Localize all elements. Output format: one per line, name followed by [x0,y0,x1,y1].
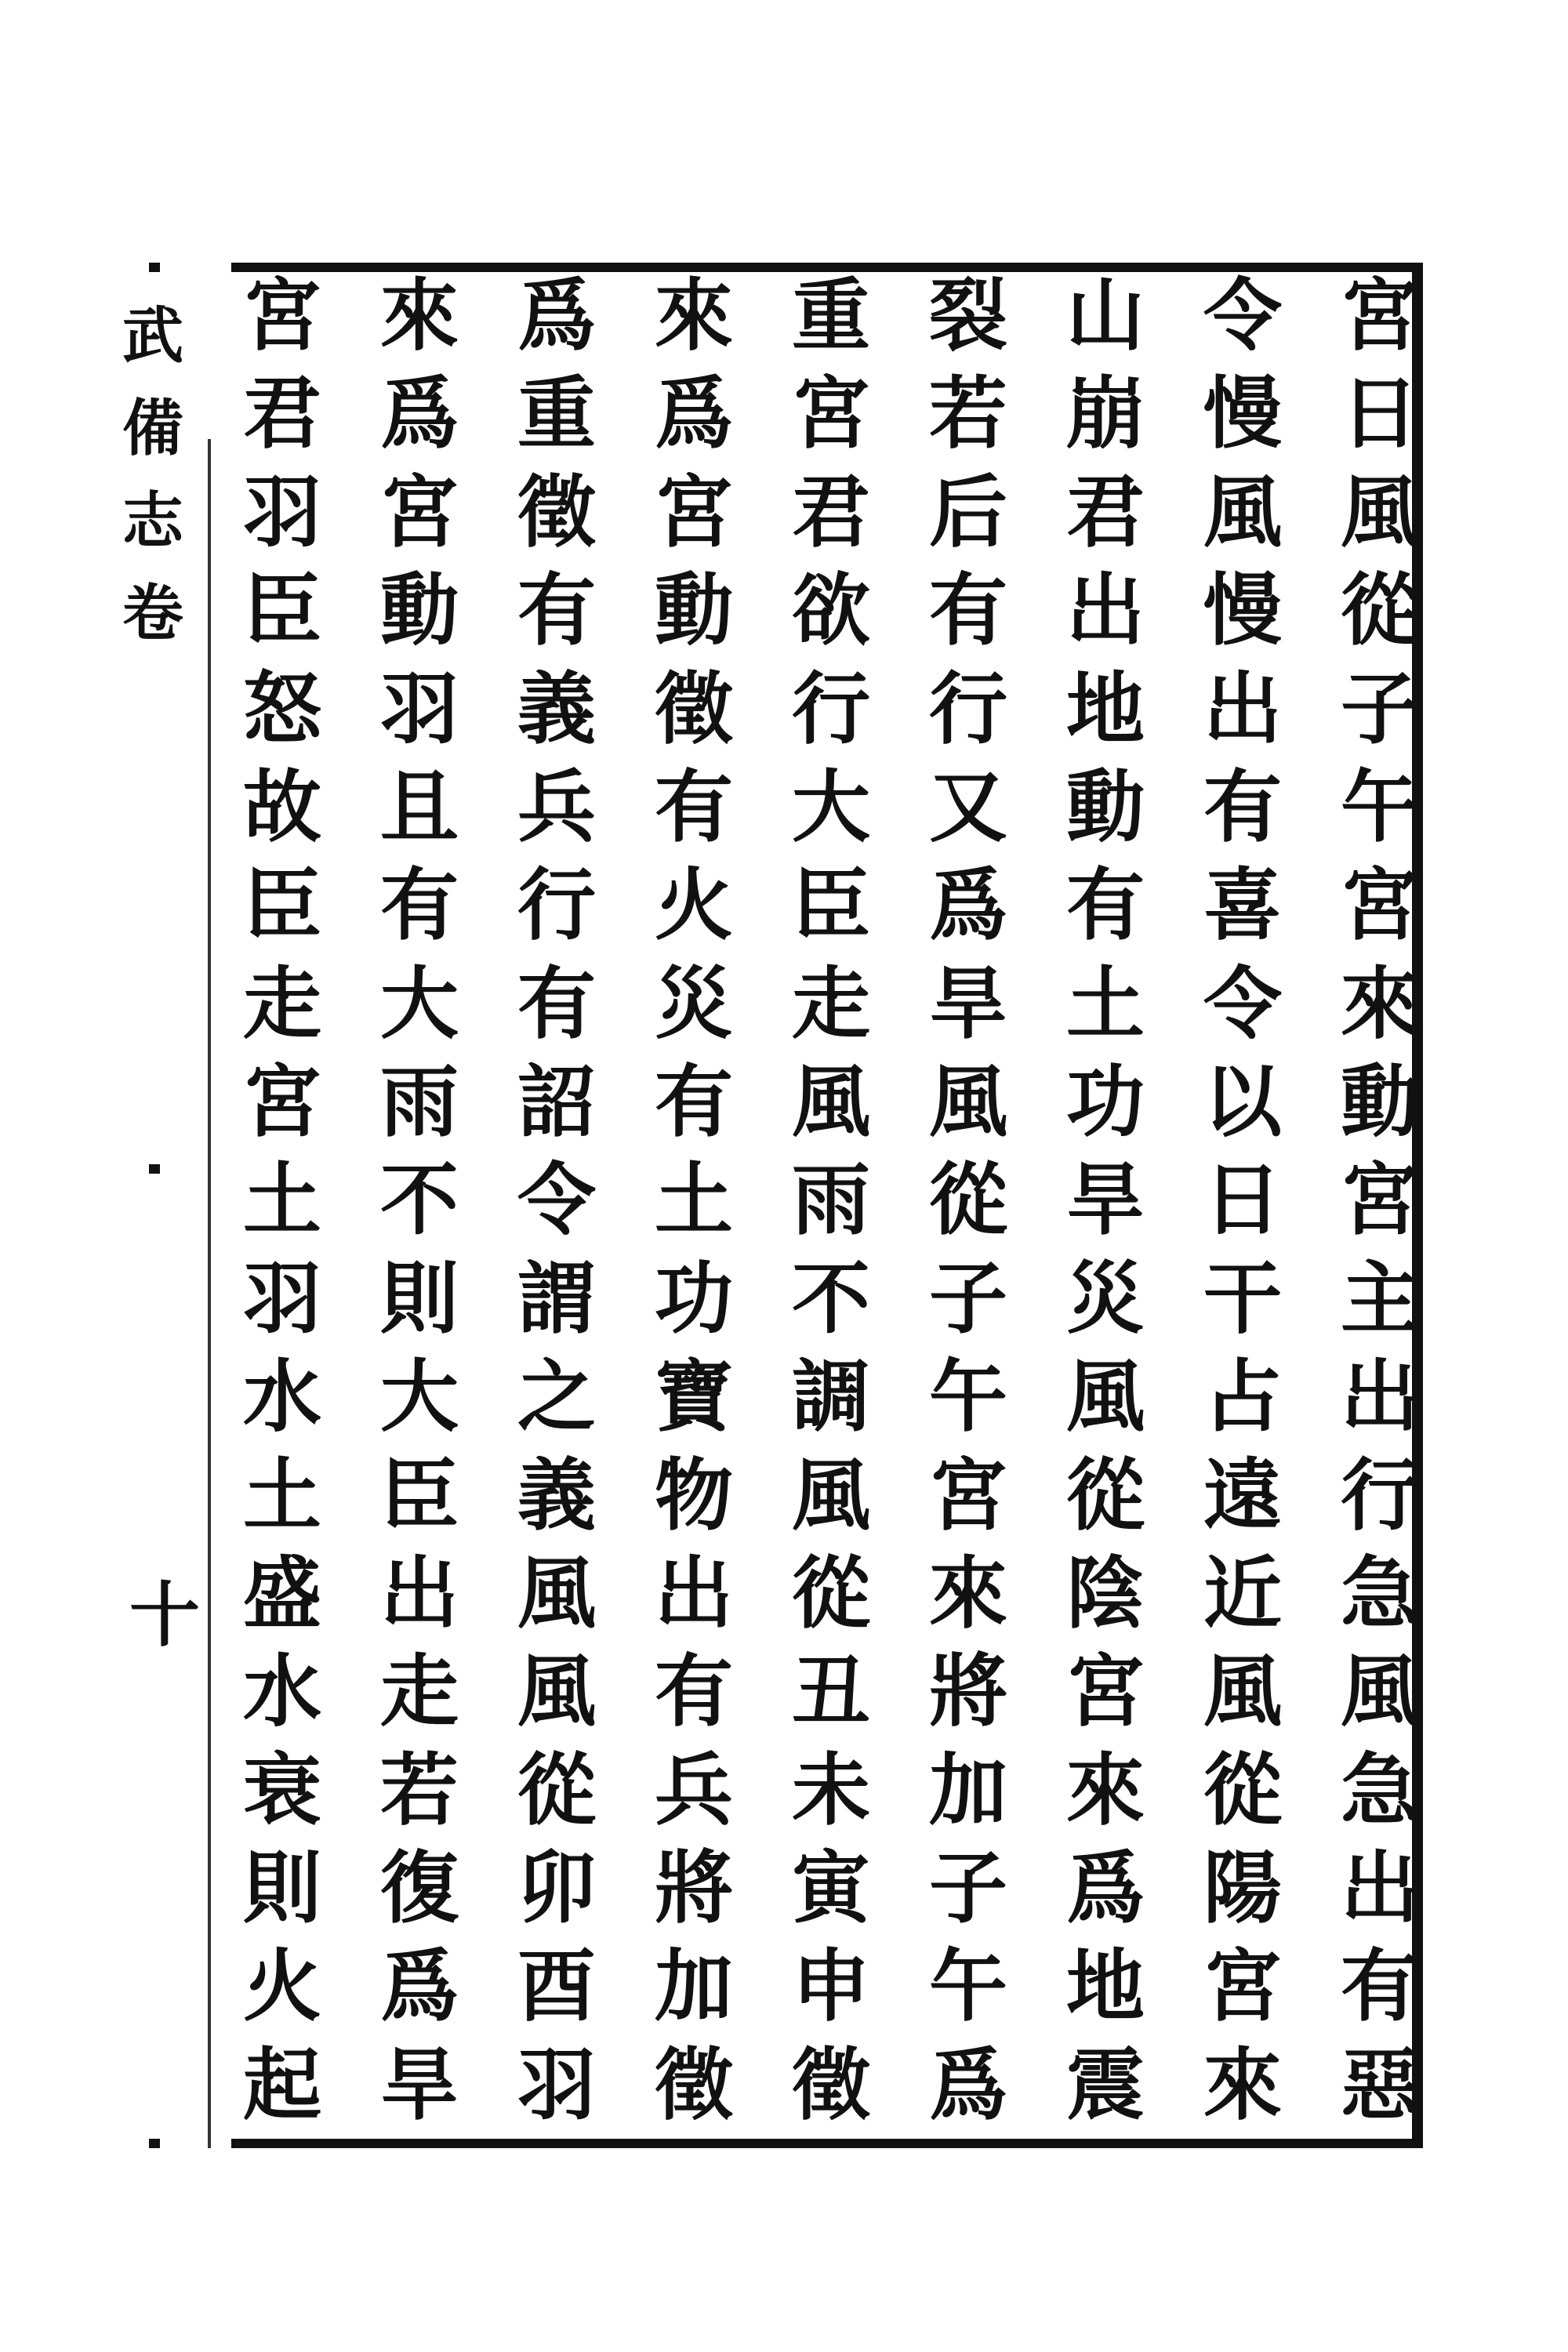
glyph: 宮 [243,1055,321,1148]
glyph: 宮 [243,269,321,361]
glyph: 令 [1203,956,1282,1050]
glyph: 調 [792,1350,870,1443]
glyph: 有 [1341,1940,1419,2033]
glyph: 火 [243,1940,321,2033]
glyph: 兵 [655,1743,733,1836]
glyph: 子 [929,1251,1007,1345]
glyph: 君 [1066,465,1145,558]
glyph: 寅 [792,1842,870,1934]
glyph: 衰 [243,1743,321,1836]
glyph: 后 [929,465,1007,558]
glyph: 子 [1341,662,1419,755]
glyph: 酉 [517,1940,596,2033]
margin-char-2: 備 [122,393,183,464]
glyph: 喜 [1203,858,1282,952]
glyph: 走 [792,956,870,1050]
glyph: 旱 [1066,1153,1145,1247]
glyph: 有 [517,564,596,657]
glyph: 羽 [243,1251,321,1345]
glyph: 火 [655,858,733,952]
glyph: 災 [655,956,733,1050]
glyph: 干 [1203,1251,1282,1345]
glyph: 走 [243,956,321,1050]
text-column-3 [1058,269,1152,2138]
glyph: 從 [1341,564,1419,657]
glyph: 震 [1066,2038,1145,2131]
text-column-7 [510,269,604,2138]
glyph: 災 [1066,1251,1145,1345]
glyph: 加 [655,1940,733,2033]
glyph: 出 [1341,1842,1419,1934]
glyph: 且 [380,760,459,853]
glyph: 君 [243,367,321,460]
glyph: 宮 [792,367,870,460]
glyph: 遠 [1203,1448,1282,1541]
glyph: 從 [929,1153,1007,1247]
glyph: 宮 [380,465,459,558]
glyph: 將 [929,1645,1007,1738]
glyph: 徵 [517,465,596,558]
glyph: 土 [243,1153,321,1247]
glyph: 爲 [929,2038,1007,2131]
glyph: 風 [1341,465,1419,558]
glyph: 怒 [243,662,321,755]
margin-char-1: 武 [122,300,183,372]
glyph: 重 [792,269,870,361]
glyph: 地 [1066,1940,1145,2033]
glyph: 從 [1066,1448,1145,1541]
glyph: 有 [655,760,733,853]
glyph: 又 [929,760,1007,853]
glyph: 故 [243,760,321,853]
glyph: 爲 [1066,1842,1145,1934]
glyph: 君 [792,465,870,558]
glyph: 有 [929,564,1007,657]
glyph: 午 [929,1940,1007,2033]
text-column-2 [1196,269,1290,2138]
glyph: 土 [655,1153,733,1247]
text-column-6 [647,269,741,2138]
glyph: 加 [929,1743,1007,1836]
glyph: 土 [243,1448,321,1541]
text-column-1 [1333,269,1427,2138]
glyph: 功 [1066,1055,1145,1148]
glyph: 地 [1066,662,1145,755]
glyph: 令 [1203,269,1282,361]
glyph: 則 [380,1251,459,1345]
glyph: 大 [380,1350,459,1443]
glyph: 有 [517,956,596,1050]
glyph: 午 [929,1350,1007,1443]
glyph: 子 [929,1842,1007,1934]
glyph: 風 [929,1055,1007,1148]
glyph: 有 [1203,760,1282,853]
glyph: 宮 [1341,858,1419,952]
glyph: 臣 [792,858,870,952]
glyph: 不 [792,1251,870,1345]
glyph: 未 [792,1743,870,1836]
glyph: 出 [380,1546,459,1639]
glyph: 卯 [517,1842,596,1934]
glyph: 爲 [517,269,596,361]
glyph: 詔 [517,1055,596,1148]
glyph: 起 [243,2038,321,2131]
glyph: 爲 [655,367,733,460]
margin-char-3: 志 [122,485,183,557]
glyph: 從 [1203,1743,1282,1836]
glyph: 風 [792,1448,870,1541]
glyph: 風 [1341,1645,1419,1738]
glyph: 義 [517,662,596,755]
glyph: 惡 [1341,2038,1419,2131]
glyph: 風 [1066,1350,1145,1443]
glyph: 風 [792,1055,870,1148]
glyph: 從 [792,1546,870,1639]
glyph: 有 [655,1055,733,1148]
glyph: 水 [243,1350,321,1443]
margin-char-4: 卷 [122,578,183,649]
page-number: 十 [129,1573,200,1657]
glyph: 風 [1203,1645,1282,1738]
glyph: 羽 [243,465,321,558]
glyph: 行 [517,858,596,952]
glyph: 若 [380,1743,459,1836]
margin-title [118,300,188,676]
glyph: 爲 [380,1940,459,2033]
glyph: 水 [243,1645,321,1738]
glyph: 動 [1341,1055,1419,1148]
glyph: 出 [655,1546,733,1639]
glyph: 不 [380,1153,459,1247]
glyph: 日 [1203,1153,1282,1247]
glyph: 宮 [655,465,733,558]
glyph: 動 [1066,760,1145,853]
glyph: 謂 [517,1251,596,1345]
glyph: 徵 [792,2038,870,2131]
glyph: 主 [1341,1251,1419,1345]
glyph: 物 [655,1448,733,1541]
glyph: 雨 [792,1153,870,1247]
glyph: 盛 [243,1546,321,1639]
glyph: 慢 [1203,564,1282,657]
glyph: 羽 [380,662,459,755]
glyph: 宮 [1341,269,1419,361]
glyph: 山 [1066,269,1145,361]
glyph: 旱 [380,2038,459,2131]
glyph: 占 [1203,1350,1282,1443]
glyph: 動 [655,564,733,657]
glyph: 風 [517,1546,596,1639]
glyph: 行 [1341,1448,1419,1541]
glyph: 徵 [655,662,733,755]
glyph: 來 [929,1546,1007,1639]
glyph: 風 [1203,465,1282,558]
glyph: 出 [1066,564,1145,657]
inner-rule [208,439,211,2148]
glyph: 午 [1341,760,1419,853]
glyph: 崩 [1066,367,1145,460]
glyph: 將 [655,1842,733,1934]
glyph: 羽 [517,2038,596,2131]
glyph: 重 [517,367,596,460]
glyph: 來 [1066,1743,1145,1836]
glyph: 若 [929,367,1007,460]
glyph: 復 [380,1842,459,1934]
glyph: 行 [929,662,1007,755]
glyph: 爲 [380,367,459,460]
text-column-8 [372,269,466,2138]
glyph: 來 [655,269,733,361]
glyph: 丑 [792,1645,870,1738]
glyph: 則 [243,1842,321,1934]
glyph: 雨 [380,1055,459,1148]
glyph: 兵 [517,760,596,853]
glyph: 宮 [1066,1645,1145,1738]
glyph: 宮 [929,1448,1007,1541]
glyph: 急 [1341,1546,1419,1639]
text-column-5 [784,269,878,2138]
glyph: 徵 [655,2038,733,2131]
glyph: 宮 [1203,1940,1282,2033]
glyph: 出 [1203,662,1282,755]
glyph: 大 [792,760,870,853]
glyph: 陰 [1066,1546,1145,1639]
glyph: 出 [1341,1350,1419,1443]
glyph: 功 [655,1251,733,1345]
glyph: 之 [517,1350,596,1443]
glyph: 令 [517,1153,596,1247]
glyph: 動 [380,564,459,657]
text-column-9 [235,269,329,2138]
glyph: 宮 [1341,1153,1419,1247]
glyph: 寶 [655,1350,733,1443]
glyph: 以 [1203,1055,1282,1148]
glyph: 風 [517,1645,596,1738]
glyph: 來 [1203,2038,1282,2131]
glyph: 爲 [929,858,1007,952]
glyph: 申 [792,1940,870,2033]
glyph: 臣 [243,858,321,952]
glyph: 義 [517,1448,596,1541]
glyph: 從 [517,1743,596,1836]
glyph: 有 [380,858,459,952]
glyph: 來 [380,269,459,361]
glyph: 臣 [380,1448,459,1541]
glyph: 裂 [929,269,1007,361]
text-column-4 [921,269,1015,2138]
glyph: 大 [380,956,459,1050]
glyph: 有 [1066,858,1145,952]
glyph: 急 [1341,1743,1419,1836]
glyph: 日 [1341,367,1419,460]
glyph: 近 [1203,1546,1282,1639]
glyph: 陽 [1203,1842,1282,1934]
glyph: 來 [1341,956,1419,1050]
glyph: 慢 [1203,367,1282,460]
glyph: 旱 [929,956,1007,1050]
glyph: 臣 [243,564,321,657]
glyph: 欲 [792,564,870,657]
glyph: 有 [655,1645,733,1738]
glyph: 行 [792,662,870,755]
glyph: 土 [1066,956,1145,1050]
glyph: 走 [380,1645,459,1738]
